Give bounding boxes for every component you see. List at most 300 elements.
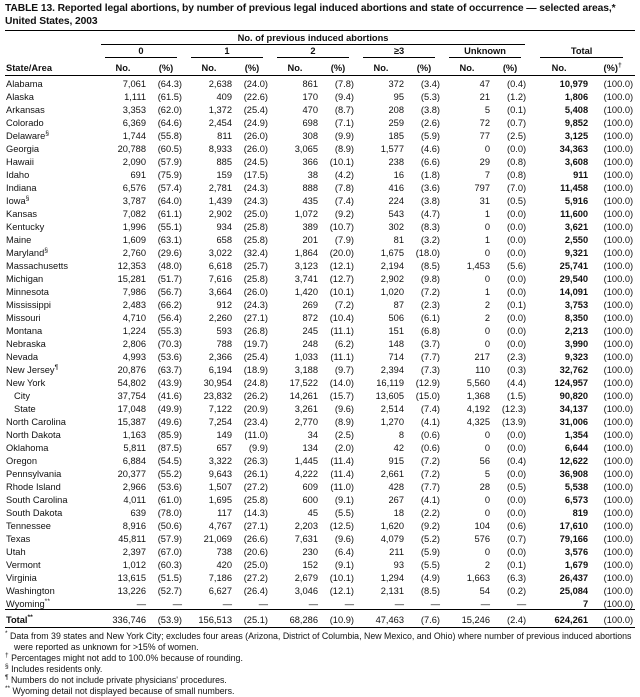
no-cell: 30,954 [203, 378, 232, 389]
no-cell: 3,787 [122, 196, 146, 207]
pct-cell: (100.0) [603, 508, 634, 519]
pct-cell: (8.3) [420, 222, 440, 233]
no-cell: 0 [484, 222, 490, 233]
pct-cell: (6.3) [506, 573, 527, 584]
no-cell: 2,770 [294, 417, 318, 428]
no-cell: 185 [388, 131, 404, 142]
table-head [5, 32, 635, 76]
no-cell: 7,186 [208, 573, 232, 584]
pct-cell: (53.6) [157, 482, 182, 493]
pct-cell: (11.1) [330, 326, 354, 337]
no-cell: 20,876 [117, 365, 146, 376]
pct-cell: (63.7) [157, 365, 182, 376]
pct-cell: (9.6) [334, 534, 354, 545]
no-cell: 2 [484, 560, 490, 571]
state-label [5, 479, 98, 492]
state-label [5, 128, 98, 141]
pct-cell: (0.0) [506, 495, 527, 506]
no-cell: 1,445 [294, 456, 318, 467]
state-label [5, 492, 98, 505]
no-header: No. [442, 58, 492, 76]
state-label-text: Mississippi [6, 300, 51, 311]
no-cell: 2,090 [122, 157, 146, 168]
state-label-text: Oregon [6, 456, 38, 467]
pct-cell: (100.0) [603, 599, 634, 610]
state-label-text: Missouri [6, 313, 41, 324]
table-row [5, 89, 635, 102]
pct-cell: (4.7) [420, 209, 440, 220]
footnote-marker: ** [44, 598, 50, 606]
pct-cell: (5.5) [334, 508, 354, 519]
no-cell: 3,664 [208, 287, 232, 298]
state-label-text: Arkansas [6, 105, 45, 116]
no-cell: 2 [484, 300, 490, 311]
pct-cell: (7.6) [406, 610, 442, 628]
footnote-marker: § [25, 195, 30, 203]
pct-cell: (7.9) [334, 235, 354, 246]
pct-cell: (0.0) [506, 326, 527, 337]
pct-cell: (18.9) [243, 365, 268, 376]
pct-cell: (100.0) [603, 547, 634, 558]
pct-cell: (0.0) [506, 274, 527, 285]
no-cell: — [136, 599, 146, 610]
no-cell: 1,270 [380, 417, 404, 428]
pct-cell: (7.2) [420, 456, 440, 467]
state-label [5, 89, 98, 102]
pct-cell: (17.5) [243, 170, 268, 181]
no-cell: 47,463 [356, 610, 406, 628]
no-cell: 1,663 [466, 573, 490, 584]
no-cell: 738 [216, 547, 232, 558]
pct-cell: (7.0) [506, 183, 527, 194]
no-cell: 420 [216, 560, 232, 571]
no-cell: 3,322 [208, 456, 232, 467]
no-cell: 18 [393, 508, 404, 519]
group-label [277, 46, 349, 58]
no-cell: 4,192 [466, 404, 490, 415]
pct-cell: (7.7) [420, 482, 440, 493]
no-cell: 0 [484, 248, 490, 259]
pct-cell: (9.2) [334, 209, 354, 220]
table-row [5, 76, 635, 90]
pct-cell: (9.1) [334, 560, 354, 571]
no-cell: 888 [302, 183, 318, 194]
col-group-2 [270, 45, 356, 58]
pct-cell: (26.3) [243, 456, 268, 467]
no-cell: 609 [302, 482, 318, 493]
no-cell: 2,454 [208, 118, 232, 129]
pct-cell: (0.0) [506, 248, 527, 259]
no-cell: 3,741 [294, 274, 318, 285]
previous-abortions-spanner [98, 32, 528, 45]
group-label [363, 46, 435, 58]
state-label-text: Utah [6, 547, 26, 558]
no-cell: 2,213 [564, 326, 589, 337]
group-label [449, 46, 521, 58]
no-cell: 20,377 [117, 469, 146, 480]
table-row [5, 128, 635, 141]
no-cell: 217 [474, 352, 490, 363]
no-cell: 42 [393, 443, 404, 454]
pct-cell: (100.0) [603, 443, 634, 454]
footnote-text: Numbers do not include private physicians' procedures. [10, 675, 227, 686]
table-row [5, 167, 635, 180]
no-cell: 3,621 [564, 222, 589, 233]
pct-cell: (43.9) [157, 378, 182, 389]
no-cell: 819 [572, 508, 589, 519]
state-label-text: Texas [6, 534, 31, 545]
no-cell: 110 [475, 365, 490, 376]
no-cell: 7,986 [122, 287, 146, 298]
state-label [5, 219, 98, 232]
state-label [5, 323, 98, 336]
total-spacer [528, 32, 635, 45]
pct-cell: (3.7) [420, 339, 440, 350]
pct-cell: (15.0) [415, 391, 440, 402]
pct-cell: (56.7) [157, 287, 182, 298]
no-cell: 5 [484, 105, 490, 116]
no-cell: 2,397 [122, 547, 146, 558]
state-label-text: Nebraska [6, 339, 46, 350]
state-label-text: Total [6, 615, 28, 626]
no-cell: 3,576 [564, 547, 589, 558]
no-cell: 72 [479, 118, 490, 129]
total-label [5, 610, 98, 628]
col-group-total [528, 45, 635, 58]
header-group-row [5, 45, 635, 58]
no-cell: 3,065 [294, 144, 318, 155]
no-cell: 6,618 [208, 261, 232, 272]
pct-cell: (6.4) [334, 547, 354, 558]
pct-cell: (0.0) [506, 339, 527, 350]
state-label [5, 102, 98, 115]
pct-cell: (9.9) [334, 131, 354, 142]
pct-cell: (100.0) [603, 287, 634, 298]
pct-cell: (62.0) [157, 105, 182, 116]
pct-cell: (0.0) [506, 508, 527, 519]
no-cell: 2,966 [122, 482, 146, 493]
pct-cell: (24.3) [243, 196, 268, 207]
state-label-text: Kansas [6, 209, 38, 220]
no-cell: 543 [388, 209, 404, 220]
pct-header [406, 58, 442, 76]
pct-cell: (9.9) [248, 443, 268, 454]
no-cell: 435 [302, 196, 318, 207]
pct-cell: (2.2) [420, 508, 440, 519]
footnote-text: Includes residents only. [11, 664, 103, 675]
pct-cell: (100.0) [603, 430, 634, 441]
footnotes [5, 631, 635, 697]
pct-cell: (100.0) [603, 521, 634, 532]
no-cell: 3,753 [564, 300, 589, 311]
no-cell: 4,710 [122, 313, 146, 324]
no-cell: — [308, 599, 318, 610]
no-cell: 159 [216, 170, 232, 181]
pct-cell: (3.8) [420, 196, 440, 207]
no-cell: 0 [484, 495, 490, 506]
no-cell: 29 [479, 157, 490, 168]
state-label [5, 258, 98, 271]
pct-cell: (20.6) [243, 547, 268, 558]
pct-cell: (29.6) [157, 248, 182, 259]
no-cell: 7 [484, 170, 490, 181]
no-cell: 2,550 [564, 235, 589, 246]
pct-cell: (5.2) [420, 534, 440, 545]
no-cell: 2,902 [380, 274, 404, 285]
pct-cell: (57.9) [157, 157, 182, 168]
table-row [5, 453, 635, 466]
pct-cell: (26.1) [243, 469, 268, 480]
pct-cell: (0.0) [506, 313, 527, 324]
pct-cell: (4.4) [506, 378, 527, 389]
state-label [5, 310, 98, 323]
no-cell: 238 [388, 157, 404, 168]
pct-cell: (10.4) [329, 313, 354, 324]
pct-cell: (0.0) [506, 469, 527, 480]
no-cell: 7,616 [208, 274, 232, 285]
no-cell: 17,048 [117, 404, 146, 415]
state-label [5, 401, 98, 414]
no-cell: 0 [484, 508, 490, 519]
pct-cell: (8.5) [420, 586, 440, 597]
state-label [5, 414, 98, 427]
no-cell: 211 [389, 547, 404, 558]
no-cell: 2,902 [208, 209, 232, 220]
pct-cell: (12.5) [329, 521, 354, 532]
no-cell: 4,767 [208, 521, 232, 532]
no-cell: 9,321 [564, 248, 589, 259]
no-cell: 32,762 [559, 365, 589, 376]
pct-cell: (26.6) [243, 534, 268, 545]
group-label-text: ≥3 [393, 46, 405, 57]
table-row [5, 518, 635, 531]
no-cell: 2,194 [380, 261, 404, 272]
no-cell: 5,811 [123, 443, 146, 454]
no-cell: 1,163 [122, 430, 146, 441]
state-label-text: Pennsylvania [6, 469, 62, 480]
pct-cell: (5.6) [506, 261, 527, 272]
pct-cell: (12.9) [415, 378, 440, 389]
no-cell: 6,644 [564, 443, 589, 454]
pct-cell: (100.0) [603, 79, 634, 90]
pct-cell: (8.9) [334, 144, 354, 155]
footnote-text: Percentages might not add to 100.0% because of rounding. [11, 653, 243, 664]
pct-cell: (12.1) [329, 586, 354, 597]
pct-cell: (56.4) [157, 313, 182, 324]
table-row [5, 401, 635, 414]
no-cell: 9,323 [564, 352, 589, 363]
no-cell: 170 [302, 92, 318, 103]
pct-cell: (1.2) [506, 92, 527, 103]
pct-cell: (6.2) [334, 339, 354, 350]
no-cell: 1,354 [564, 430, 589, 441]
state-area-spacer [5, 45, 98, 58]
no-cell: 54,802 [117, 378, 146, 389]
no-cell: 600 [302, 495, 318, 506]
pct-header [148, 58, 184, 76]
col-group-unknown [442, 45, 528, 58]
no-cell: 37,754 [117, 391, 146, 402]
pct-cell: (63.1) [157, 235, 182, 246]
state-label [5, 531, 98, 544]
no-cell: 13,226 [117, 586, 146, 597]
state-label [5, 453, 98, 466]
no-cell: — [480, 599, 490, 610]
pct-cell: (7.2) [334, 300, 354, 311]
pct-cell: (0.4) [506, 79, 527, 90]
pct-cell: (100.0) [603, 261, 634, 272]
pct-cell: (10.9) [320, 610, 356, 628]
pct-cell: (19.7) [243, 339, 268, 350]
no-cell: 1,033 [294, 352, 318, 363]
pct-cell: — [344, 599, 354, 610]
no-cell: 639 [130, 508, 146, 519]
pct-cell: (0.8) [506, 157, 527, 168]
no-cell: 14,091 [559, 287, 589, 298]
pct-cell: (32.4) [243, 248, 268, 259]
state-label-text: Tennessee [6, 521, 51, 532]
no-cell: 134 [302, 443, 318, 454]
no-cell: 0 [484, 274, 490, 285]
state-label-text: Virginia [6, 573, 37, 584]
no-header: No. [270, 58, 320, 76]
pct-cell: (4.9) [420, 573, 440, 584]
pct-cell: (24.9) [243, 118, 268, 129]
pct-cell: (0.5) [506, 482, 527, 493]
no-cell: 6,194 [208, 365, 232, 376]
no-cell: 7,254 [208, 417, 232, 428]
no-cell: 14,261 [289, 391, 318, 402]
pct-cell: (100.0) [603, 92, 634, 103]
table-row [5, 440, 635, 453]
pct-cell: (7.7) [420, 352, 440, 363]
pct-cell: (100.0) [603, 404, 634, 415]
pct-cell: (27.2) [243, 573, 268, 584]
no-cell: 1,072 [294, 209, 318, 220]
no-cell: 788 [216, 339, 232, 350]
pct-cell: (25.4) [243, 352, 268, 363]
pct-cell: (0.6) [420, 443, 440, 454]
footnote [5, 653, 635, 664]
no-cell: 248 [302, 339, 318, 350]
pct-cell: (57.4) [157, 183, 182, 194]
pct-cell: (100.0) [603, 573, 634, 584]
pct-cell: (10.1) [329, 573, 354, 584]
pct-cell: (0.8) [506, 170, 527, 181]
no-cell: 28 [479, 482, 490, 493]
pct-cell: (7.8) [334, 79, 354, 90]
pct-cell: (8.5) [420, 261, 440, 272]
pct-cell: (24.0) [243, 79, 268, 90]
pct-cell: (0.0) [506, 287, 527, 298]
pct-cell: (26.0) [243, 144, 268, 155]
pct-cell: (4.6) [420, 144, 440, 155]
no-cell: 2,781 [208, 183, 232, 194]
state-label [5, 141, 98, 154]
no-cell: 1,577 [380, 144, 404, 155]
pct-cell: (48.0) [157, 261, 182, 272]
pct-cell: (70.3) [157, 339, 182, 350]
pct-cell: (2.3) [506, 352, 527, 363]
pct-cell: (64.3) [157, 79, 182, 90]
pct-cell: (100.0) [603, 365, 634, 376]
pct-cell: (24.8) [243, 378, 268, 389]
state-label [5, 557, 98, 570]
pct-cell: (18.0) [415, 248, 440, 259]
pct-cell: (26.0) [243, 131, 268, 142]
pct-cell: (60.5) [157, 144, 182, 155]
no-cell: 77 [479, 131, 490, 142]
pct-cell: (25.1) [234, 610, 270, 628]
no-cell: 1,439 [208, 196, 232, 207]
table-row [5, 206, 635, 219]
no-cell: 3,261 [294, 404, 318, 415]
pct-cell: (5.9) [420, 547, 440, 558]
no-cell: 3,123 [294, 261, 318, 272]
pct-cell: (0.0) [506, 235, 527, 246]
pct-cell: (0.0) [506, 443, 527, 454]
pct-header-text: (%) [244, 63, 260, 74]
pct-cell: (100.0) [603, 378, 634, 389]
no-cell: 3,125 [564, 131, 589, 142]
state-label-text: Maryland [6, 248, 45, 259]
no-cell: 911 [573, 170, 589, 181]
header-spanner-row [5, 32, 635, 45]
no-cell: — [222, 599, 232, 610]
no-cell: 68,286 [270, 610, 320, 628]
no-cell: 1,020 [380, 287, 404, 298]
no-cell: 7,631 [294, 534, 318, 545]
footnote-marker: § [45, 130, 50, 138]
table-row [5, 310, 635, 323]
state-label-text: Delaware [6, 131, 46, 142]
no-cell: 259 [388, 118, 404, 129]
pct-cell: (11.0) [330, 482, 354, 493]
table-row [5, 414, 635, 427]
group-label-text: Total [570, 46, 593, 57]
table-row [5, 557, 635, 570]
pct-cell: (5.5) [420, 560, 440, 571]
no-cell: 1 [484, 235, 490, 246]
no-cell: 13,615 [117, 573, 146, 584]
group-label-text: 2 [310, 46, 316, 57]
footnote-marker: § [44, 247, 49, 255]
table-row [5, 102, 635, 115]
pct-cell: (26.0) [243, 287, 268, 298]
no-cell: 302 [388, 222, 404, 233]
pct-cell: (54.5) [157, 456, 182, 467]
no-cell: 1 [484, 287, 490, 298]
pct-cell: (27.1) [243, 313, 268, 324]
no-cell: 3,046 [294, 586, 318, 597]
pct-cell: (50.6) [157, 521, 182, 532]
state-label [5, 427, 98, 440]
pct-cell: (41.6) [157, 391, 182, 402]
pct-cell: (4.1) [420, 417, 440, 428]
pct-cell: (9.4) [334, 92, 354, 103]
no-cell: 29,540 [559, 274, 589, 285]
no-cell: 38 [307, 170, 318, 181]
no-cell: 224 [388, 196, 404, 207]
pct-cell: (9.2) [420, 521, 440, 532]
table-row [5, 596, 635, 610]
state-label-text: Montana [6, 326, 43, 337]
pct-cell: (24.3) [243, 300, 268, 311]
pct-cell: (25.4) [243, 105, 268, 116]
table-row [5, 531, 635, 544]
pct-cell: (25.0) [243, 209, 268, 220]
footnote [5, 675, 635, 686]
